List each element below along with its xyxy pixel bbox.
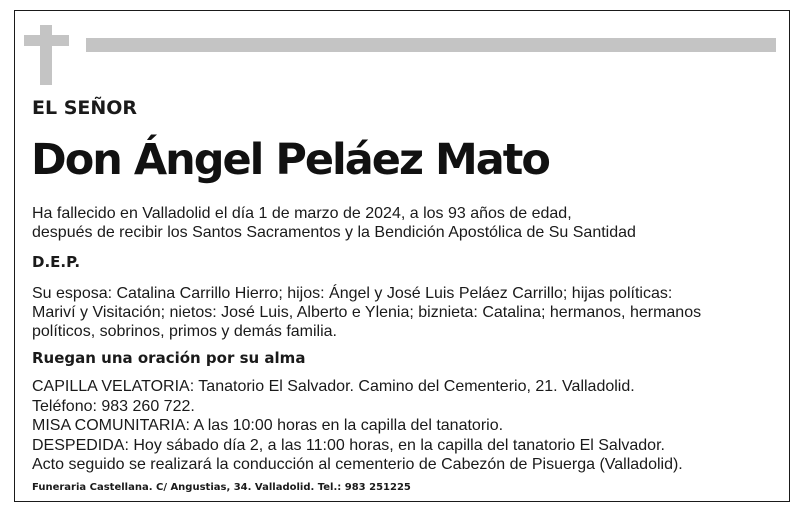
family-line: Mariví y Visitación; nietos: José Luis, Alberto e Ylenia; biznieta: Catalina; hermanos, hermanos bbox=[32, 304, 702, 321]
announcement bbox=[32, 204, 636, 242]
announcement-line: Ha fallecido en Valladolid el día 1 de marzo de 2024, a los 93 años de edad, bbox=[32, 205, 572, 222]
detail-line: Teléfono: 983 260 722. bbox=[32, 397, 195, 415]
service-details bbox=[32, 377, 683, 475]
cross-icon bbox=[40, 25, 52, 85]
detail-line: DESPEDIDA: Hoy sábado día 2, a las 11:00 horas, en la capilla del tanatorio El Salvador. bbox=[32, 436, 665, 454]
family-line: políticos, sobrinos, primos y demás familia. bbox=[32, 323, 337, 340]
family-line: Su esposa: Catalina Carrillo Hierro; hijos: Ángel y José Luis Peláez Carrillo; hijas políticas: bbox=[32, 285, 673, 302]
obituary-frame bbox=[14, 10, 790, 502]
announcement-line: después de recibir los Santos Sacramentos y la Bendición Apostólica de Su Santidad bbox=[32, 224, 636, 241]
family-list bbox=[32, 284, 701, 341]
deceased-name: Don Ángel Peláez Mato bbox=[31, 135, 549, 185]
detail-line: Acto seguido se realizará la conducción al cementerio de Cabezón de Pisuerga (Valladolid). bbox=[32, 456, 683, 474]
detail-line: MISA COMUNITARIA: A las 10:00 horas en la capilla del tanatorio. bbox=[32, 417, 504, 435]
detail-line: CAPILLA VELATORIA: Tanatorio El Salvador. Camino del Cementerio, 21. Valladolid. bbox=[32, 378, 635, 395]
prayer-request: Ruegan una oración por su alma bbox=[32, 349, 306, 367]
honorific: EL SEÑOR bbox=[32, 97, 138, 119]
dep-label: D.E.P. bbox=[32, 253, 81, 271]
header-rule bbox=[86, 38, 776, 52]
cross-icon-bar bbox=[24, 35, 69, 46]
funeral-home-footer: Funeraria Castellana. C/ Angustias, 34. Valladolid. Tel.: 983 251225 bbox=[32, 482, 411, 493]
